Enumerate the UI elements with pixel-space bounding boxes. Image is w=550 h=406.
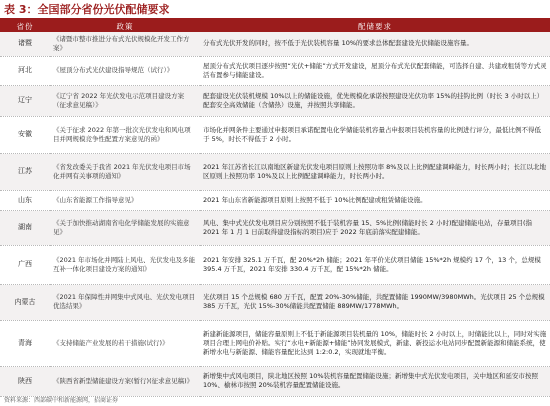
policy-cell: 《山东省能源工作指导意见》 <box>50 190 200 210</box>
province-cell: 陕西 <box>0 366 50 396</box>
province-cell: 河北 <box>0 56 50 85</box>
province-cell: 辽宁 <box>0 85 50 116</box>
province-cell: 诸暨 <box>0 32 50 56</box>
requirement-cell: 市场化并网条件主要通过申报项目承诺配置电化学储能装机容量占申报项目装机容量的比例进行评分，最低比例不得低于 5%，时长不得低于 2 小时。 <box>200 116 550 153</box>
table-title: 表 3：全国部分省份光伏配储要求 <box>0 0 550 20</box>
policy-cell: 《支持储能产业发展的若干措施(试行)》 <box>50 320 200 366</box>
table-row <box>0 116 550 153</box>
table-row <box>0 366 550 396</box>
table-row <box>0 56 550 85</box>
table-row <box>0 32 550 56</box>
province-cell: 青海 <box>0 320 50 366</box>
table-row <box>0 210 550 245</box>
requirement-cell: 风电、集中式光伏发电项目应分别按照不低于装机容量 15、5%比例(储能时长 2 小时)配建储能电站，存量项目(指 2021 年 1 月 1 日前取得建设指标的项目)应于 2022 年底前落实配建储能。 <box>200 210 550 245</box>
requirement-cell: 光伏项目 15 个总规模 680 万千瓦，配置 20%-30%储能，共配置储能 1990MW/3980MWh。光伏项目 25 个总规模 385 万千瓦，光伏 15%-30%储能共配置储能 889MW/1778MWh。 <box>200 284 550 320</box>
table-row <box>0 245 550 284</box>
header-row <box>0 20 550 32</box>
table-row <box>0 153 550 190</box>
requirement-cell: 屋顶分布式光伏项目逐步按照“光伏+储能”方式开发建设，屋顶分布式光伏配套储能，可选择自建、共建或租赁等方式灵活布置参与储能建设。 <box>200 56 550 85</box>
table-row <box>0 284 550 320</box>
province-cell: 江苏 <box>0 153 50 190</box>
policy-cell: 《屋顶分布式光伏建设指导规范（试行）》 <box>50 56 200 85</box>
policy-cell: 《2021 年保障性并网集中式风电、光伏发电项目优选结果》 <box>50 284 200 320</box>
header-province: 省份 <box>0 20 50 32</box>
header-policy: 政策 <box>50 20 200 32</box>
province-cell: 湖南 <box>0 210 50 245</box>
requirement-cell: 新增集中式风电项目，陕北地区按照 10%装机容量配置储能设施；新增集中式光伏发电项目，关中地区和延安市按照 10%、榆林市按照 20%装机容量配置储能设施。 <box>200 366 550 396</box>
requirement-cell: 新建新能源项目，储能容量原则上不低于新能源项目装机量的 10%，储能时长 2 小时以上，时储能比以上，同时对实施项目合理上网电价补贴。实行“水电+新能源+储能”协同发展模式，新建、新投运水电站同步配置新能源和储能系统，使新增水电与新能源、储能容量配比达到 1:2:0.2，实现就地平衡。 <box>200 320 550 366</box>
table-row <box>0 320 550 366</box>
requirement-cell: 2021 年山东省新能源项目原则上按照不低于 10%比例配建或租赁储能设施。 <box>200 190 550 210</box>
policy-cell: 《关于征求 2022 年第一批次光伏发电和风电项目并网规模竞争性配置方案意见的函》 <box>50 116 200 153</box>
policy-cell: 《诸暨市整市推进分布式光伏规模化开发工作方案》 <box>50 32 200 56</box>
province-cell: 安徽 <box>0 116 50 153</box>
requirement-cell: 配套建设光伏装机规模 10%以上的储能设施，优先规模化承诺按照建设光伏功率 15%的挂钩比例（时长 3 小时以上）配套安全高效储能（含储热）设施，并按照共享储能。 <box>200 85 550 116</box>
table-row <box>0 190 550 210</box>
requirement-cell: 2021 年安排 325.1 万千瓦，配 20%*2h 储能；2021 年平价光伏项目储能 15%*2h 规模约 17 个，13 个，总规模 395.4 万千瓦，2021 年安排 330.4 万千瓦，配 15%*2h 储能。 <box>200 245 550 284</box>
province-cell: 内蒙古 <box>0 284 50 320</box>
policy-cell: 《陕西省新型储能建设方案(暂行)(征求意见稿)》 <box>50 366 200 396</box>
requirement-cell: 分布式光伏开发的同时，按不低于光伏装机容量 10%的要求总体配套建设光伏储能设施容量。 <box>200 32 550 56</box>
policy-table <box>0 20 550 397</box>
source-note: 资料来源：西部碳中和新能源网，招商证券 <box>4 397 119 404</box>
policy-cell: 《辽宁省 2022 年光伏发电示范项目建设方案（征求意见稿）》 <box>50 85 200 116</box>
table-row <box>0 85 550 116</box>
policy-cell: 《省发改委关于我省 2021 年光伏发电项目市场化并网有关事项的通知》 <box>50 153 200 190</box>
province-cell: 广西 <box>0 245 50 284</box>
province-cell: 山东 <box>0 190 50 210</box>
policy-cell: 《2021 年市场化并网陆上风电、光伏发电及多能互补一体化项目建设方案的通知》 <box>50 245 200 284</box>
header-requirement: 配储要求 <box>200 20 550 32</box>
policy-cell: 《关于加快推动湖南省电化学储能发展的实施意见》 <box>50 210 200 245</box>
requirement-cell: 2021 年江苏省长江以南地区新建光伏发电项目原则上按照功率 8%及以上比例配建调峰能力，时长两小时；长江以北地区原则上按照功率 10%及以上比例配建调峰能力，时长两小时。 <box>200 153 550 190</box>
